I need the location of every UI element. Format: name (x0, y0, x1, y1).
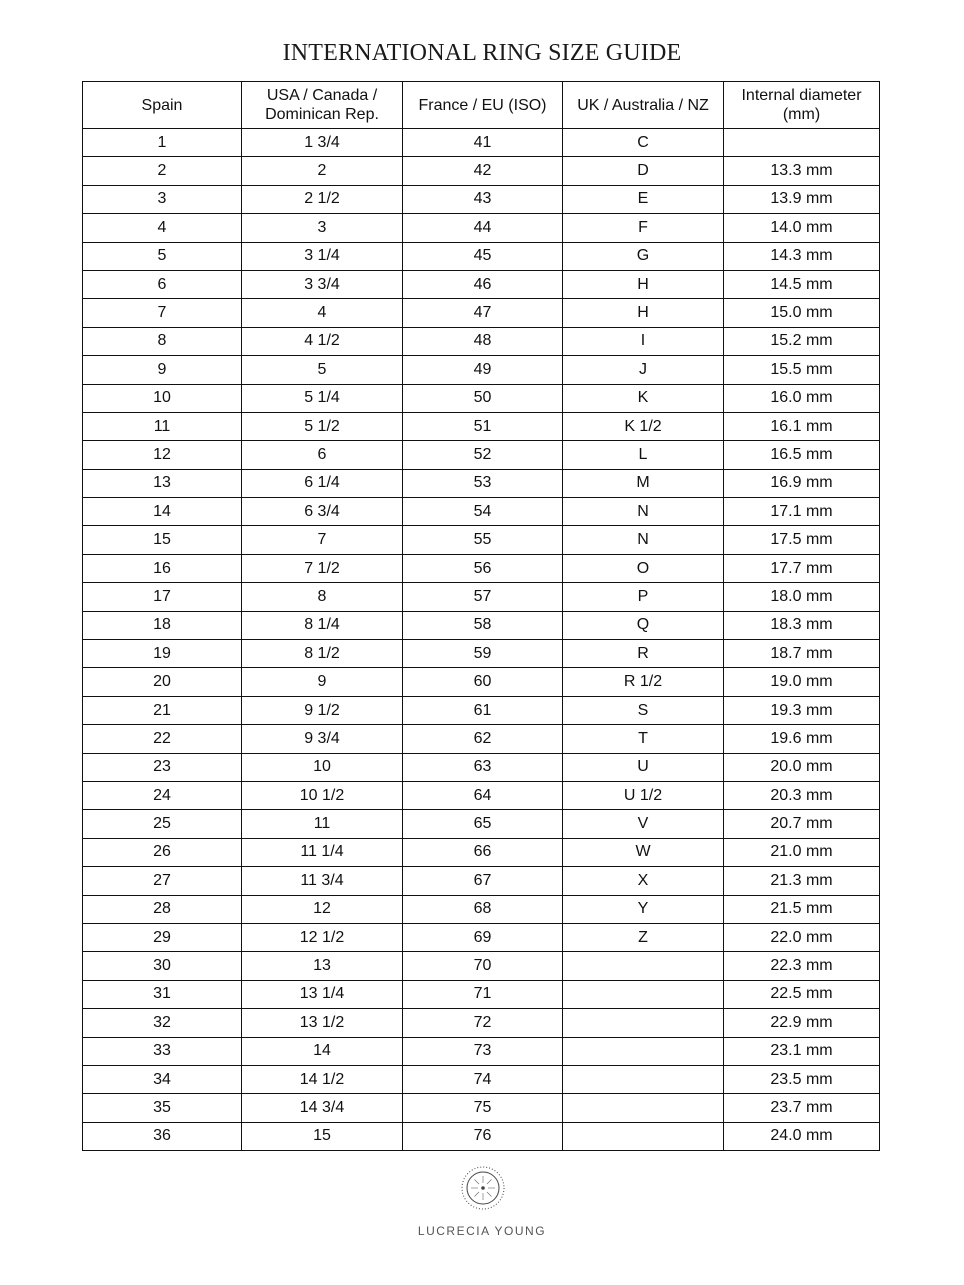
table-cell: 16.5 mm (724, 441, 880, 469)
table-cell: C (563, 129, 724, 157)
table-cell: 26 (83, 838, 242, 866)
table-row (83, 838, 880, 866)
table-cell: 22 (83, 725, 242, 753)
table-cell: 23.1 mm (724, 1037, 880, 1065)
table-cell: 62 (403, 725, 563, 753)
table-row (83, 980, 880, 1008)
table-cell: 60 (403, 668, 563, 696)
table-cell: N (563, 526, 724, 554)
table-cell: 7 (83, 299, 242, 327)
table-cell: 18.0 mm (724, 583, 880, 611)
table-cell: 44 (403, 214, 563, 242)
table-cell: U 1/2 (563, 781, 724, 809)
table-cell: 14 1/2 (242, 1065, 403, 1093)
table-cell: O (563, 554, 724, 582)
table-cell: Q (563, 611, 724, 639)
table-cell: 65 (403, 810, 563, 838)
table-cell: 4 1/2 (242, 327, 403, 355)
header-label: France / EU (ISO) (418, 96, 547, 114)
table-row (83, 412, 880, 440)
table-cell: 22.9 mm (724, 1009, 880, 1037)
table-cell: 29 (83, 923, 242, 951)
table-cell: 32 (83, 1009, 242, 1037)
table-row (83, 129, 880, 157)
table-cell: N (563, 498, 724, 526)
table-cell: 12 1/2 (242, 923, 403, 951)
table-cell: 9 (242, 668, 403, 696)
table-cell: 5 1/2 (242, 412, 403, 440)
header-label: Internal diameter (741, 87, 862, 104)
table-cell: 53 (403, 469, 563, 497)
table-cell: 1 (83, 129, 242, 157)
table-cell: 4 (242, 299, 403, 327)
table-cell: 50 (403, 384, 563, 412)
table-cell: 43 (403, 185, 563, 213)
table-cell: 52 (403, 441, 563, 469)
table-cell: X (563, 867, 724, 895)
table-cell: 22.3 mm (724, 952, 880, 980)
header-label: UK / Australia / NZ (577, 96, 709, 114)
table-cell: 15 (83, 526, 242, 554)
table-cell: G (563, 242, 724, 270)
table-cell: 71 (403, 980, 563, 1008)
brand-name: LUCRECIA YOUNG (417, 1224, 547, 1238)
table-cell: 25 (83, 810, 242, 838)
table-cell: 2 1/2 (242, 185, 403, 213)
table-cell: 59 (403, 640, 563, 668)
table-row (83, 611, 880, 639)
table-cell: 10 (83, 384, 242, 412)
table-row (83, 725, 880, 753)
table-cell: 19.0 mm (724, 668, 880, 696)
table-cell: 72 (403, 1009, 563, 1037)
table-row (83, 810, 880, 838)
table-cell (563, 1094, 724, 1122)
table-cell: 28 (83, 895, 242, 923)
table-cell: 3 1/4 (242, 242, 403, 270)
table-cell: F (563, 214, 724, 242)
table-cell: 9 (83, 356, 242, 384)
table-cell: 55 (403, 526, 563, 554)
table-cell: 27 (83, 867, 242, 895)
table-body (83, 129, 880, 1151)
table-cell: 22.5 mm (724, 980, 880, 1008)
table-cell: 14.3 mm (724, 242, 880, 270)
table-cell: 20 (83, 668, 242, 696)
table-cell: 14 (83, 498, 242, 526)
ring-size-table (82, 81, 880, 1151)
table-cell (563, 1122, 724, 1150)
table-row (83, 356, 880, 384)
table-cell: 14.5 mm (724, 270, 880, 298)
table-cell: 20.3 mm (724, 781, 880, 809)
table-cell (563, 1009, 724, 1037)
table-cell: 2 (242, 157, 403, 185)
table-cell: D (563, 157, 724, 185)
table-cell: 6 1/4 (242, 469, 403, 497)
table-cell: 20.0 mm (724, 753, 880, 781)
table-cell: 16.9 mm (724, 469, 880, 497)
table-cell: 13.9 mm (724, 185, 880, 213)
table-cell: 6 (83, 270, 242, 298)
table-cell: 67 (403, 867, 563, 895)
table-row (83, 384, 880, 412)
table-cell: 57 (403, 583, 563, 611)
table-row (83, 1122, 880, 1150)
table-cell: 16.0 mm (724, 384, 880, 412)
table-cell: 21.3 mm (724, 867, 880, 895)
table-cell: 34 (83, 1065, 242, 1093)
table-cell: 56 (403, 554, 563, 582)
table-cell: 14 3/4 (242, 1094, 403, 1122)
table-cell: Y (563, 895, 724, 923)
table-cell: 14 (242, 1037, 403, 1065)
table-cell: 11 1/4 (242, 838, 403, 866)
table-cell (563, 1037, 724, 1065)
table-cell: 13.3 mm (724, 157, 880, 185)
table-cell: 5 (242, 356, 403, 384)
table-cell: 68 (403, 895, 563, 923)
table-cell: 17.1 mm (724, 498, 880, 526)
header-label: Spain (141, 96, 183, 114)
table-cell: 15 (242, 1122, 403, 1150)
table-cell: 3 (83, 185, 242, 213)
table-cell: R 1/2 (563, 668, 724, 696)
header-label: (mm) (782, 106, 821, 123)
table-cell: 9 1/2 (242, 696, 403, 724)
table-cell: 45 (403, 242, 563, 270)
table-cell: 36 (83, 1122, 242, 1150)
table-cell: 8 1/4 (242, 611, 403, 639)
table-row (83, 781, 880, 809)
table-header-row (83, 82, 880, 129)
table-cell: H (563, 299, 724, 327)
table-row (83, 299, 880, 327)
table-row (83, 753, 880, 781)
table-cell: 12 (242, 895, 403, 923)
table-cell: 76 (403, 1122, 563, 1150)
sun-circle-logo-icon (459, 1164, 507, 1212)
table-row (83, 640, 880, 668)
table-cell: 33 (83, 1037, 242, 1065)
table-cell: 19 (83, 640, 242, 668)
table-cell (724, 129, 880, 157)
table-row (83, 242, 880, 270)
table-cell: 8 (242, 583, 403, 611)
table-cell: 11 (242, 810, 403, 838)
table-row (83, 867, 880, 895)
table-row (83, 270, 880, 298)
table-cell: 10 (242, 753, 403, 781)
header-spain (83, 82, 242, 129)
table-cell: 42 (403, 157, 563, 185)
table-cell: 8 (83, 327, 242, 355)
table-cell: 5 (83, 242, 242, 270)
table-cell: 4 (83, 214, 242, 242)
table-cell: S (563, 696, 724, 724)
table-cell: 23.5 mm (724, 1065, 880, 1093)
table-cell: 54 (403, 498, 563, 526)
table-cell: H (563, 270, 724, 298)
table-cell: 58 (403, 611, 563, 639)
table-row (83, 327, 880, 355)
table-cell: 13 (83, 469, 242, 497)
table-cell: 19.6 mm (724, 725, 880, 753)
table-cell: K 1/2 (563, 412, 724, 440)
table-cell: 3 (242, 214, 403, 242)
table-cell: M (563, 469, 724, 497)
table-row (83, 923, 880, 951)
table-cell: 17.5 mm (724, 526, 880, 554)
table-cell: 61 (403, 696, 563, 724)
table-cell: 17 (83, 583, 242, 611)
table-cell: 64 (403, 781, 563, 809)
table-cell: Z (563, 923, 724, 951)
table-cell: 69 (403, 923, 563, 951)
table-cell: 21 (83, 696, 242, 724)
table-cell: 11 3/4 (242, 867, 403, 895)
table-cell: 11 (83, 412, 242, 440)
table-cell: 23 (83, 753, 242, 781)
table-row (83, 1094, 880, 1122)
table-cell: 16 (83, 554, 242, 582)
table-cell: V (563, 810, 724, 838)
header-label: USA / Canada / (266, 87, 378, 104)
table-cell: 24.0 mm (724, 1122, 880, 1150)
table-cell: 10 1/2 (242, 781, 403, 809)
header-uk-australia (563, 82, 724, 129)
table-cell: 19.3 mm (724, 696, 880, 724)
table-row (83, 526, 880, 554)
table-cell: 41 (403, 129, 563, 157)
table-cell: P (563, 583, 724, 611)
table-cell (563, 1065, 724, 1093)
header-internal-diameter (724, 82, 880, 129)
table-cell: 74 (403, 1065, 563, 1093)
table-cell: 7 (242, 526, 403, 554)
table-cell: 46 (403, 270, 563, 298)
table-row (83, 668, 880, 696)
table-row (83, 1065, 880, 1093)
table-cell: 13 1/4 (242, 980, 403, 1008)
table-cell: 14.0 mm (724, 214, 880, 242)
table-cell: J (563, 356, 724, 384)
table-row (83, 441, 880, 469)
table-cell: 1 3/4 (242, 129, 403, 157)
table-row (83, 696, 880, 724)
table-cell: L (563, 441, 724, 469)
table-cell: 31 (83, 980, 242, 1008)
table-cell: 12 (83, 441, 242, 469)
table-row (83, 214, 880, 242)
table-cell: 13 1/2 (242, 1009, 403, 1037)
table-cell (563, 980, 724, 1008)
table-row (83, 469, 880, 497)
header-france-eu (403, 82, 563, 129)
table-cell: U (563, 753, 724, 781)
table-cell: 7 1/2 (242, 554, 403, 582)
table-cell: 8 1/2 (242, 640, 403, 668)
table-cell: 73 (403, 1037, 563, 1065)
table-cell: 3 3/4 (242, 270, 403, 298)
table-cell: E (563, 185, 724, 213)
table-cell: 47 (403, 299, 563, 327)
table-cell: 20.7 mm (724, 810, 880, 838)
table-cell: W (563, 838, 724, 866)
table-cell: 9 3/4 (242, 725, 403, 753)
table-cell: T (563, 725, 724, 753)
table-cell: 49 (403, 356, 563, 384)
table-row (83, 498, 880, 526)
header-label: Dominican Rep. (265, 106, 379, 123)
table-cell: 13 (242, 952, 403, 980)
table-cell: 18 (83, 611, 242, 639)
table-row (83, 554, 880, 582)
table-cell: 6 (242, 441, 403, 469)
table-cell: 48 (403, 327, 563, 355)
table-cell: 2 (83, 157, 242, 185)
table-cell: 66 (403, 838, 563, 866)
table-cell: 18.7 mm (724, 640, 880, 668)
table-cell: 75 (403, 1094, 563, 1122)
table-cell: 18.3 mm (724, 611, 880, 639)
page-title: INTERNATIONAL RING SIZE GUIDE (282, 40, 682, 66)
table-cell: R (563, 640, 724, 668)
header-usa-canada (242, 82, 403, 129)
table-cell: 21.5 mm (724, 895, 880, 923)
table-row (83, 583, 880, 611)
table-row (83, 1037, 880, 1065)
table-cell: 6 3/4 (242, 498, 403, 526)
table-row (83, 157, 880, 185)
table-cell: 16.1 mm (724, 412, 880, 440)
table-row (83, 952, 880, 980)
table-cell: 21.0 mm (724, 838, 880, 866)
table-cell: 17.7 mm (724, 554, 880, 582)
table-cell (563, 952, 724, 980)
table-cell: 15.5 mm (724, 356, 880, 384)
table-cell: 30 (83, 952, 242, 980)
table-cell: 63 (403, 753, 563, 781)
table-cell: 70 (403, 952, 563, 980)
table-cell: 5 1/4 (242, 384, 403, 412)
table-cell: I (563, 327, 724, 355)
table-row (83, 1009, 880, 1037)
table-row (83, 895, 880, 923)
table-cell: 15.2 mm (724, 327, 880, 355)
table-cell: K (563, 384, 724, 412)
table-cell: 35 (83, 1094, 242, 1122)
table-cell: 22.0 mm (724, 923, 880, 951)
table-row (83, 185, 880, 213)
table-cell: 51 (403, 412, 563, 440)
table-cell: 23.7 mm (724, 1094, 880, 1122)
table-cell: 24 (83, 781, 242, 809)
table-cell: 15.0 mm (724, 299, 880, 327)
